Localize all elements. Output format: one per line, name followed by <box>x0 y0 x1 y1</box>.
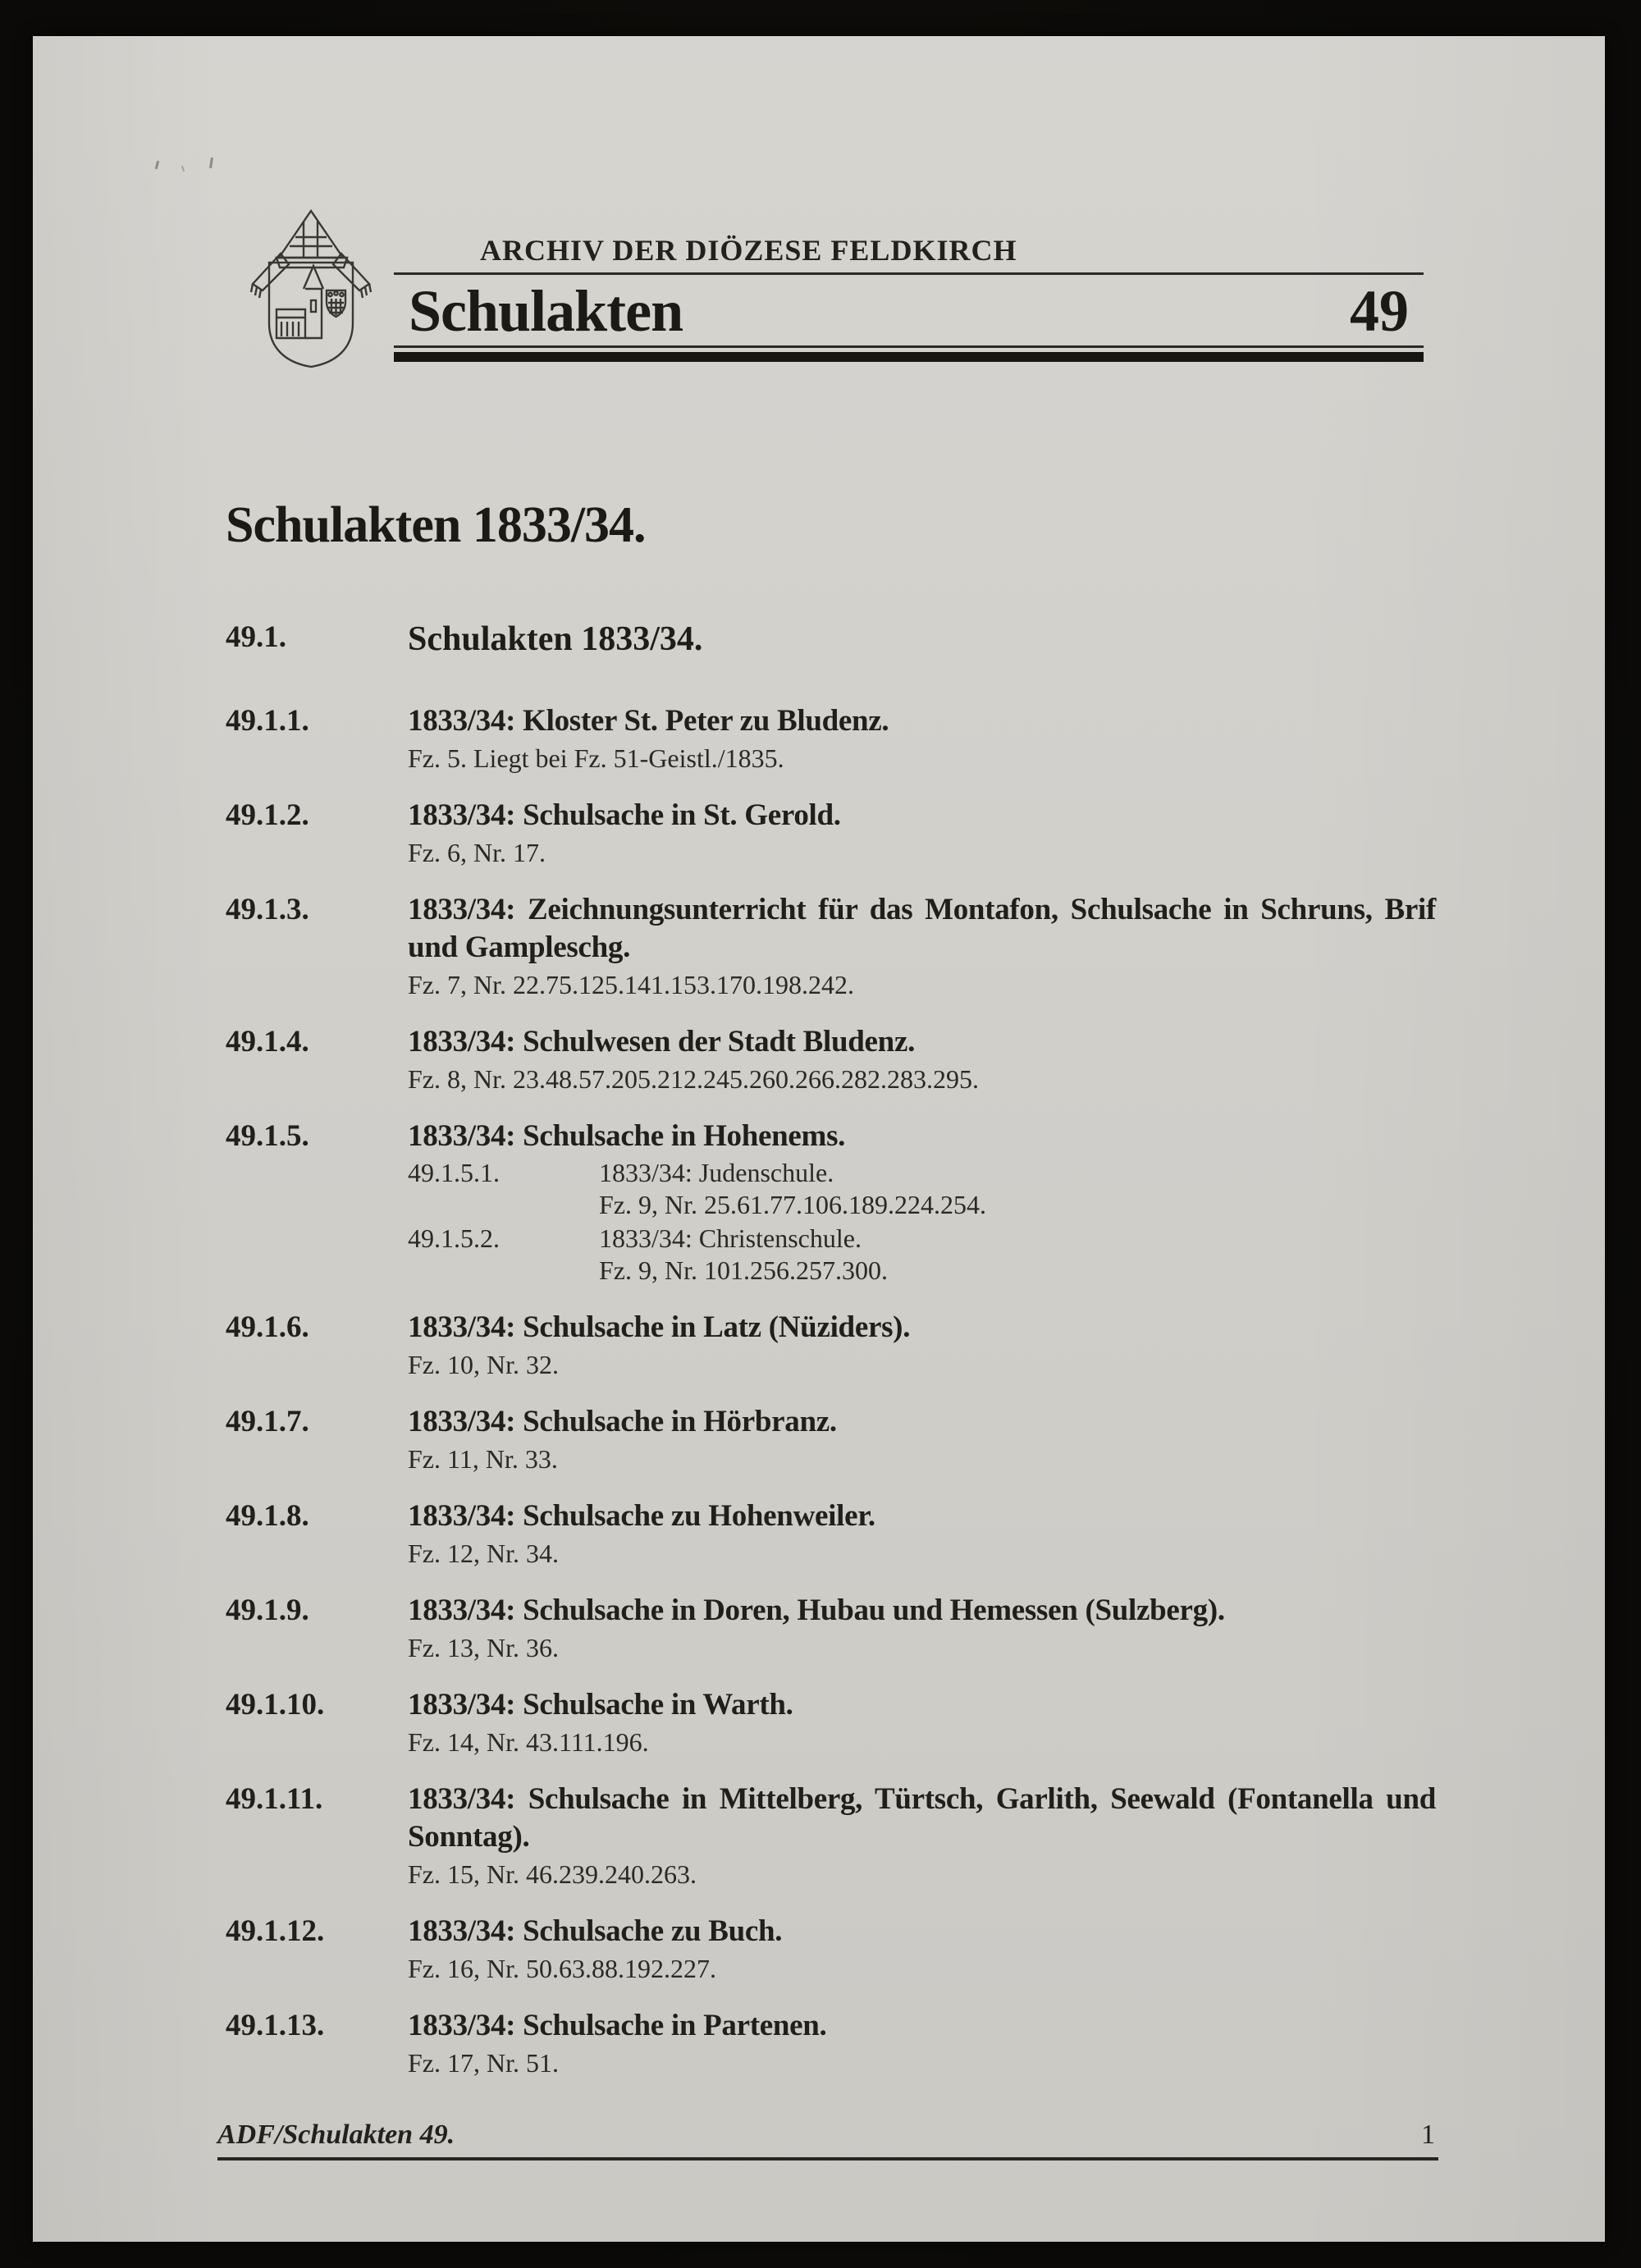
entry-reference: Fz. 12, Nr. 34. <box>408 1539 559 1568</box>
entry-title: 1833/34: Schulsache in Doren, Hubau und Hemessen (Sulzberg). <box>408 1594 1225 1627</box>
entry-title: 1833/34: Zeichnungsunterricht für das Montafon, Schulsache in Schruns, Brif und Gampleschg. <box>408 893 1436 964</box>
section-title: Schulakten 1833/34. <box>408 620 703 658</box>
section-heading <box>226 619 1436 660</box>
entry-number: 49.1.3. <box>226 893 309 926</box>
collection-number: 49 <box>1350 278 1409 344</box>
entry-row <box>226 1023 1436 1095</box>
entry-title: 1833/34: Schulsache in Hörbranz. <box>408 1405 837 1438</box>
entry-title: 1833/34: Schulsache in Partenen. <box>408 2009 827 2042</box>
entry-number: 49.1.7. <box>226 1405 309 1438</box>
entry-title: 1833/34: Schulsache in Hohenems. <box>408 1119 846 1153</box>
subentry-title: 1833/34: Judenschule. <box>599 1158 834 1187</box>
entry-number: 49.1.12. <box>226 1914 325 1948</box>
entry-row <box>226 1118 1436 1287</box>
entry-row <box>226 2007 1436 2079</box>
entry-reference: Fz. 16, Nr. 50.63.88.192.227. <box>408 1954 716 1983</box>
entry-reference: Fz. 8, Nr. 23.48.57.205.212.245.260.266.282.283.295. <box>408 1064 979 1094</box>
entry-row <box>226 797 1436 869</box>
page-number: 1 <box>1421 2119 1435 2150</box>
entry-row <box>226 1913 1436 1985</box>
entry-number: 49.1.4. <box>226 1025 309 1059</box>
finding-aid-body <box>226 496 1436 2101</box>
letterhead <box>394 233 1424 362</box>
page-title: Schulakten 1833/34. <box>226 497 646 553</box>
pencil-marks <box>156 156 230 176</box>
entry-title: 1833/34: Schulsache in Warth. <box>408 1688 793 1722</box>
entry-reference: Fz. 17, Nr. 51. <box>408 2048 559 2078</box>
entry-reference: Fz. 14, Nr. 43.111.196. <box>408 1727 649 1757</box>
collection-title: Schulakten <box>409 278 683 344</box>
entry-title: 1833/34: Kloster St. Peter zu Bludenz. <box>408 704 889 738</box>
header-rule-bottom <box>394 345 1424 348</box>
entry-row <box>226 1498 1436 1570</box>
entry-reference: Fz. 15, Nr. 46.239.240.263. <box>408 1859 697 1889</box>
entry-row <box>226 1592 1436 1664</box>
entry-number: 49.1.11. <box>226 1782 323 1816</box>
entry-reference: Fz. 7, Nr. 22.75.125.141.153.170.198.242. <box>408 970 854 999</box>
entry-title: 1833/34: Schulsache zu Hohenweiler. <box>408 1499 875 1533</box>
entry-number: 49.1.5. <box>226 1119 309 1153</box>
entry-title: 1833/34: Schulsache in St. Gerold. <box>408 798 841 832</box>
subentry-row <box>408 1223 1436 1287</box>
entry-row <box>226 1309 1436 1381</box>
entry-reference: Fz. 13, Nr. 36. <box>408 1633 559 1662</box>
entry-row <box>226 1686 1436 1758</box>
page-footer <box>217 2119 1438 2161</box>
entry-row <box>226 1781 1436 1891</box>
header-thick-bar <box>394 352 1424 362</box>
footer-label: ADF/Schulakten 49. <box>217 2119 455 2150</box>
entry-number: 49.1.1. <box>226 704 309 738</box>
entry-row <box>226 891 1436 1001</box>
entry-reference: Fz. 5. Liegt bei Fz. 51-Geistl./1835. <box>408 743 784 773</box>
entry-number: 49.1.10. <box>226 1688 325 1722</box>
entry-title: 1833/34: Schulsache in Mittelberg, Türtsch, Garlith, Seewald (Fontanella und Sonntag). <box>408 1782 1436 1854</box>
diocese-crest-icon <box>248 208 376 373</box>
entry-reference: Fz. 10, Nr. 32. <box>408 1350 559 1379</box>
subentry-reference: Fz. 9, Nr. 101.256.257.300. <box>599 1255 888 1285</box>
entry-row <box>226 1403 1436 1475</box>
entry-number: 49.1.8. <box>226 1499 309 1533</box>
subentry-number: 49.1.5.2. <box>408 1223 500 1253</box>
document-page <box>33 36 1605 2242</box>
entry-row <box>226 702 1436 775</box>
entry-reference: Fz. 11, Nr. 33. <box>408 1444 558 1474</box>
entry-number: 49.1.9. <box>226 1594 309 1627</box>
entry-list <box>226 702 1436 2079</box>
letterhead-title-row <box>394 278 1424 344</box>
entry-reference: Fz. 6, Nr. 17. <box>408 838 546 867</box>
subentry-number: 49.1.5.1. <box>408 1158 500 1187</box>
subentry-row <box>408 1157 1436 1221</box>
subentry-reference: Fz. 9, Nr. 25.61.77.106.189.224.254. <box>599 1190 986 1219</box>
entry-number: 49.1.13. <box>226 2009 325 2042</box>
archive-name: ARCHIV DER DIÖZESE FELDKIRCH <box>480 234 1017 267</box>
entry-title: 1833/34: Schulsache in Latz (Nüziders). <box>408 1310 911 1344</box>
entry-title: 1833/34: Schulsache zu Buch. <box>408 1914 783 1948</box>
entry-number: 49.1.2. <box>226 798 309 832</box>
entry-title: 1833/34: Schulwesen der Stadt Bludenz. <box>408 1025 916 1059</box>
entry-number: 49.1.6. <box>226 1310 309 1344</box>
section-number: 49.1. <box>226 620 286 654</box>
subentry-title: 1833/34: Christenschule. <box>599 1223 862 1253</box>
header-rule-top <box>394 272 1424 275</box>
